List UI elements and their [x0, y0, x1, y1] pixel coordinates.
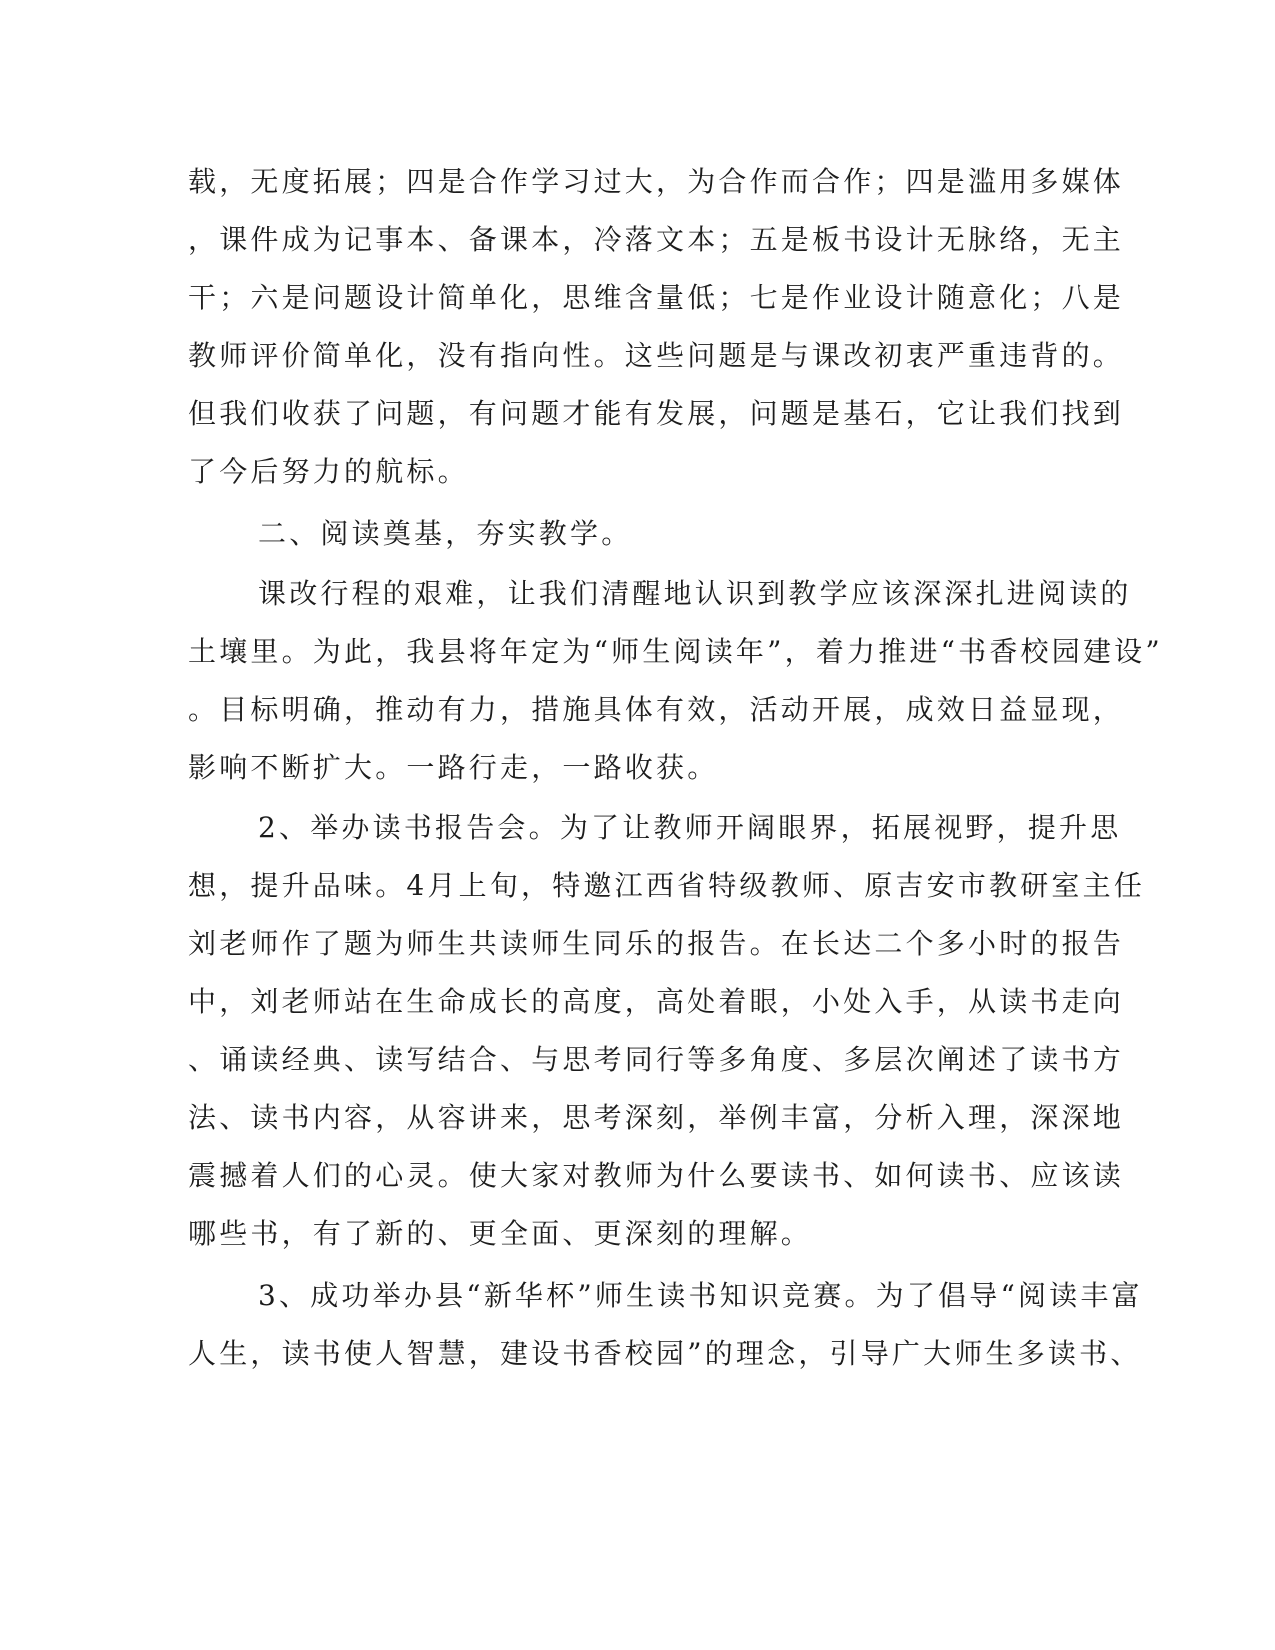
text-line: 但我们收获了问题，有问题才能有发展，问题是基石，它让我们找到 — [188, 397, 1125, 430]
text-line: 震撼着人们的心灵。使大家对教师为什么要读书、如何读书、应该读 — [188, 1159, 1125, 1192]
text-line: 载，无度拓展；四是合作学习过大，为合作而合作；四是滥用多媒体 — [188, 165, 1125, 198]
section-heading: 二、阅读奠基，夯实教学。 — [258, 517, 633, 550]
text-line: 课改行程的艰难，让我们清醒地认识到教学应该深深扎进阅读的 — [258, 577, 1132, 610]
text-line: 人生，读书使人智慧，建设书香校园”的理念，引导广大师生多读书、 — [188, 1337, 1142, 1370]
text-line: 想，提升品味。4月上旬，特邀江西省特级教师、原吉安市教研室主任 — [188, 869, 1146, 902]
text-line: 教师评价简单化，没有指向性。这些问题是与课改初衷严重违背的。 — [188, 339, 1125, 372]
text-line: 3、成功举办县“新华杯”师生读书知识竞赛。为了倡导“阅读丰富 — [258, 1279, 1143, 1312]
text-line: 了今后努力的航标。 — [188, 455, 469, 488]
text-line: 土壤里。为此，我县将年定为“师生阅读年”，着力推进“书香校园建设” — [188, 635, 1163, 668]
text-line: 哪些书，有了新的、更全面、更深刻的理解。 — [188, 1217, 813, 1250]
text-line: 中，刘老师站在生命成长的高度，高处着眼，小处入手，从读书走向 — [188, 985, 1125, 1018]
text-line: 刘老师作了题为师生共读师生同乐的报告。在长达二个多小时的报告 — [188, 927, 1125, 960]
text-line: 2、举办读书报告会。为了让教师开阔眼界，拓展视野，提升思 — [258, 811, 1122, 844]
text-line: 、诵读经典、读写结合、与思考同行等多角度、多层次阐述了读书方 — [188, 1043, 1125, 1076]
text-line: 。目标明确，推动有力，措施具体有效，活动开展，成效日益显现， — [188, 693, 1125, 726]
text-line: 影响不断扩大。一路行走，一路收获。 — [188, 751, 719, 784]
text-line: 法、读书内容，从容讲来，思考深刻，举例丰富，分析入理，深深地 — [188, 1101, 1125, 1134]
text-line: ，课件成为记事本、备课本，冷落文本；五是板书设计无脉络，无主 — [188, 223, 1125, 256]
text-line: 干；六是问题设计简单化，思维含量低；七是作业设计随意化；八是 — [188, 281, 1125, 314]
